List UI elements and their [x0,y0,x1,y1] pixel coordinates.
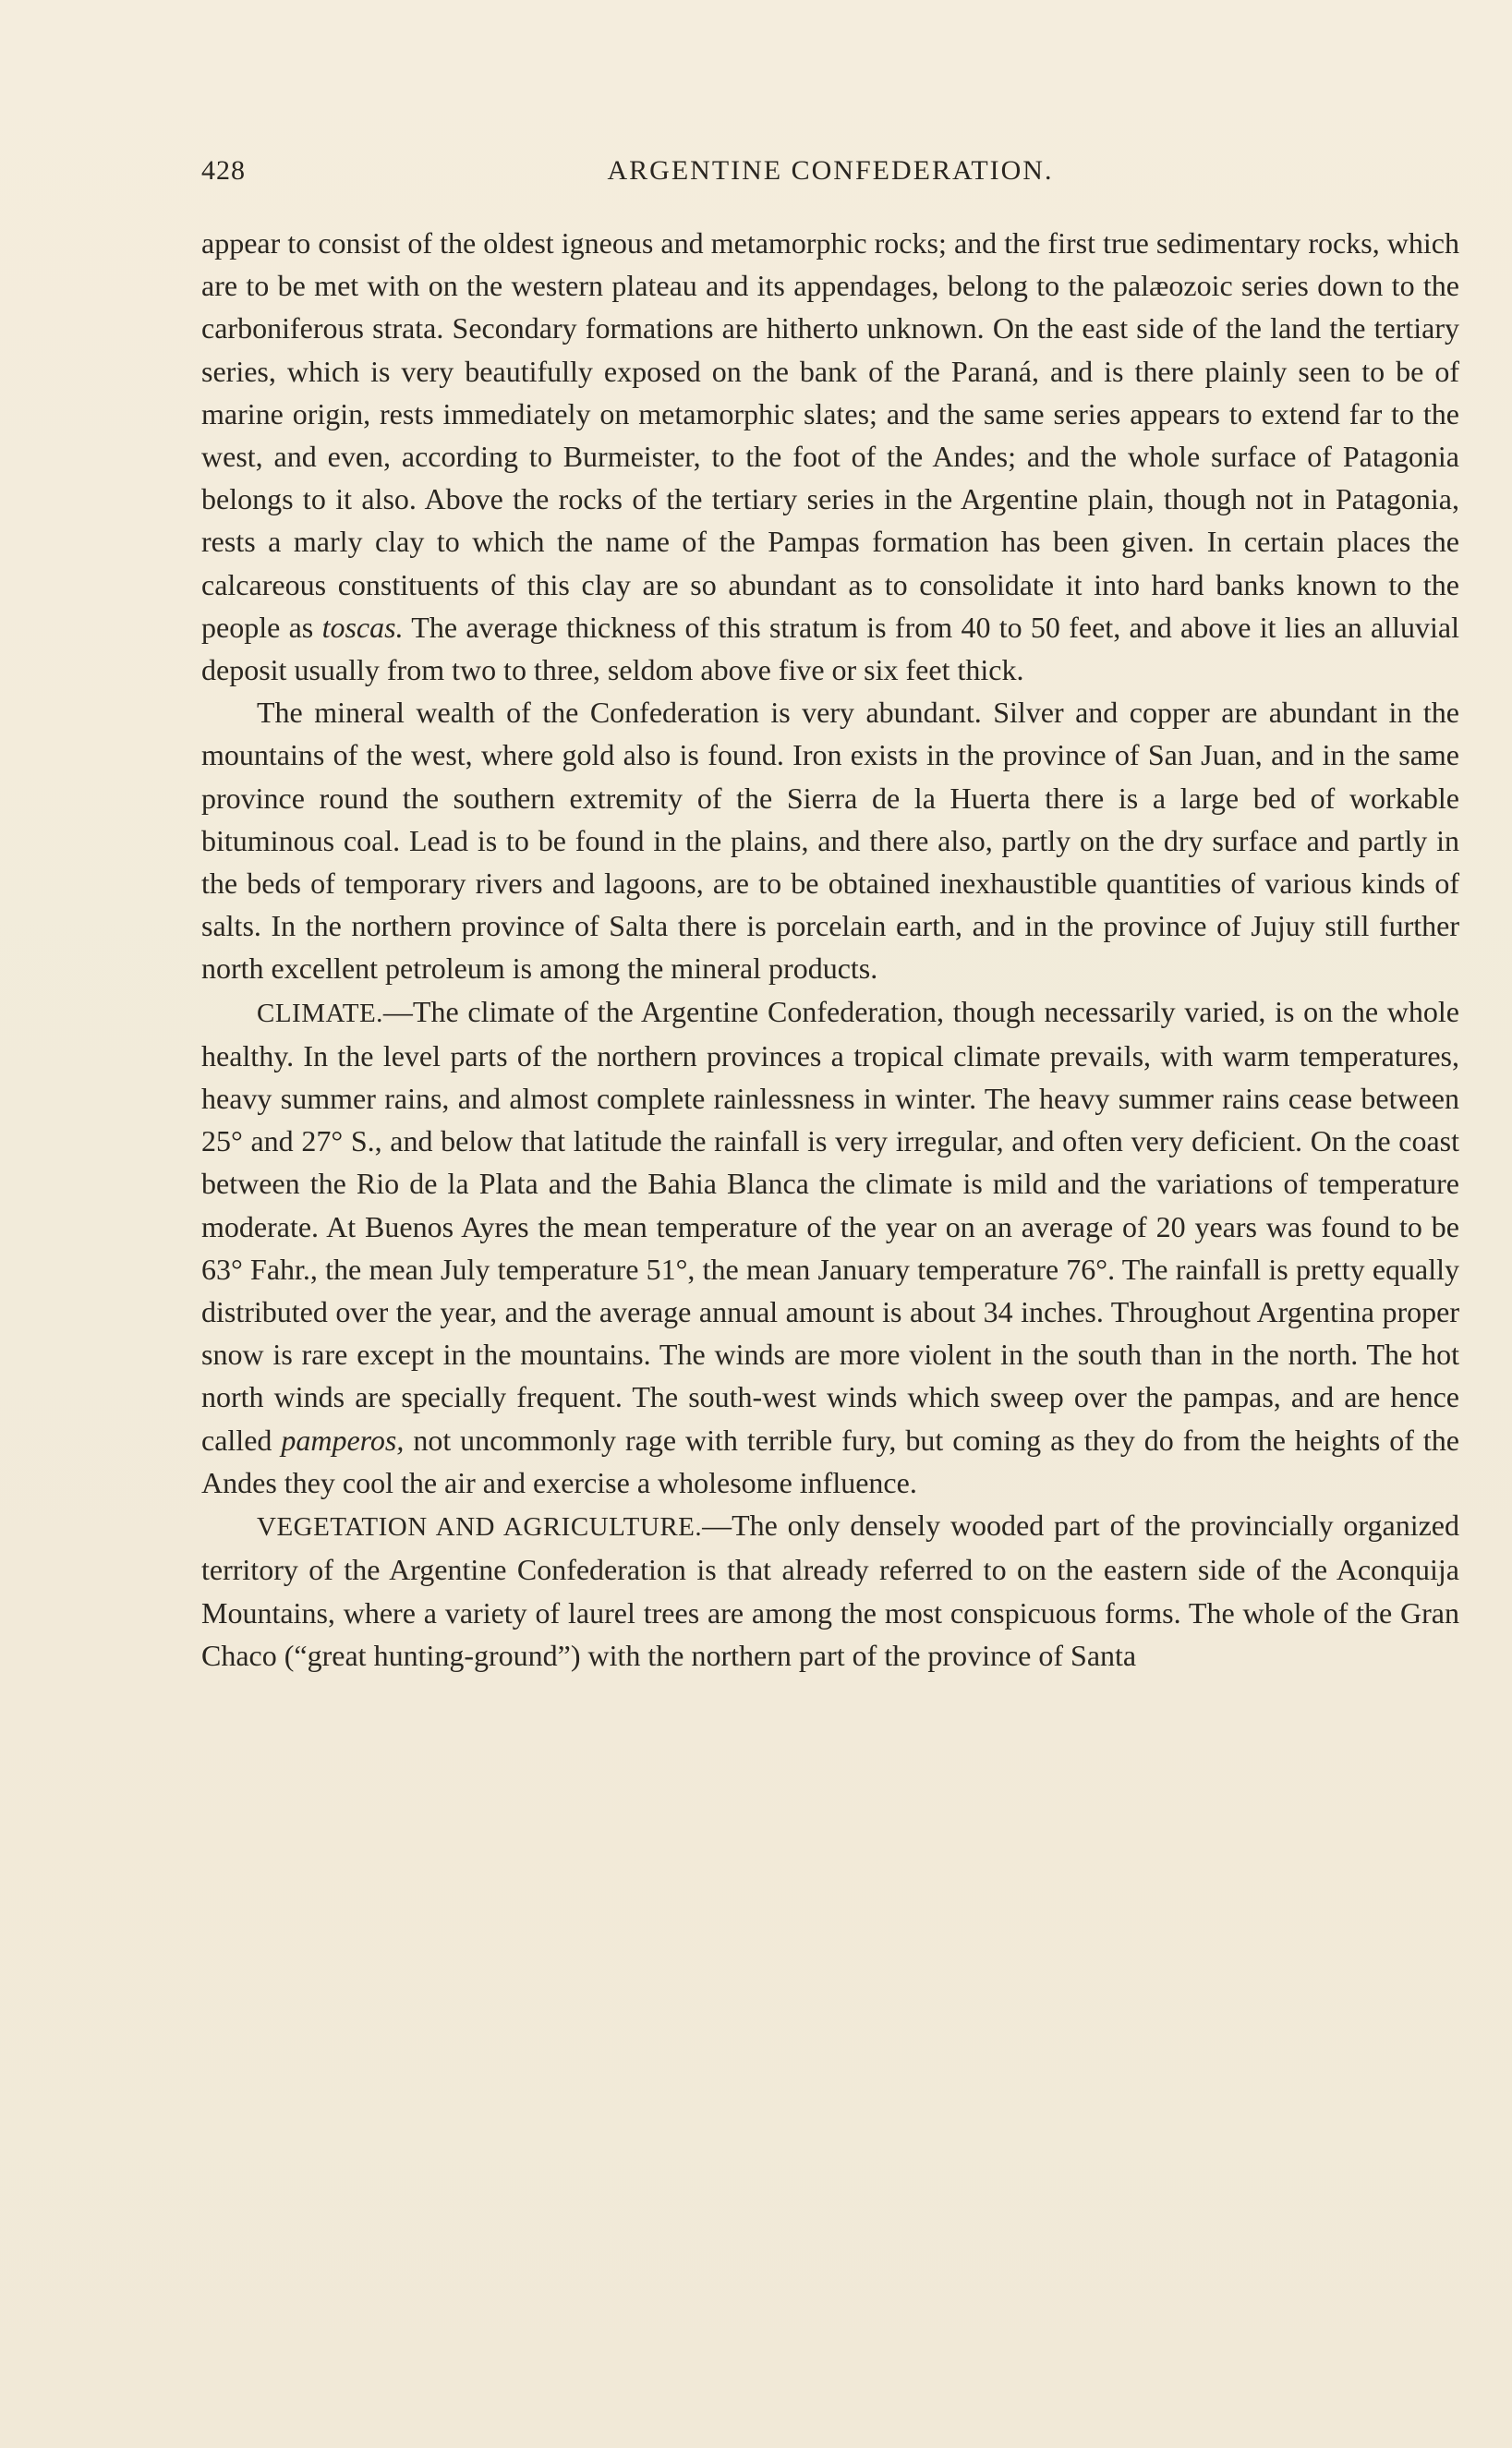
section-heading-vegetation: VEGETATION AND AGRICULTURE. [257,1512,703,1543]
paragraph-geology [201,222,1459,691]
paragraph-vegetation [201,1504,1459,1677]
italic-term: pamperos, [281,1423,405,1457]
paragraph-climate [201,990,1459,1504]
running-head: ARGENTINE CONFEDERATION. [607,155,1054,186]
page-number: 428 [201,155,246,186]
paragraph-text: The mineral wealth of the Confederation is very abundant. Silver and copper are abundant in the mountains of the west, where gold also is found. Iron exists in the province of San Juan, and in the same province round the southern extremity of the Sierra de la Huerta there is a large bed of workable bituminous coal. Lead is to be found in the plains, and there also, partly on the dry surface and partly in the beds of temporary rivers and lagoons, are to be obtained inexhaustible quantities of various kinds of salts. In the northern province of Salta there is porcelain earth, and in the province of Jujuy still further north excellent petroleum is among the mineral products. [201,696,1459,986]
body-text [201,222,1459,1677]
section-heading-climate: CLIMATE. [257,998,383,1028]
page-header [201,155,1459,196]
paragraph-text: —The climate of the Argentine Confederation, though necessarily varied, is on the whole healthy. In the level parts of the northern provinces a tropical climate prevails, with warm temperatures, heavy summer rains, and almost complete rainlessness in winter. The heavy summer rains cease between 25° and 27° S., and below that latitude the rainfall is very irregular, and often very deficient. On the coast between the Rio de la Plata and the Bahia Blanca the climate is mild and the variations of temperature moderate. At Buenos Ayres the mean temperature of the year on an average of 20 years was found to be 63° Fahr., the mean July temperature 51°, the mean January temperature 76°. The rainfall is pretty equally distributed over the year, and the average annual amount is about 34 inches. Throughout Argentina proper snow is rare except in the mountains. The winds are more violent in the south than in the north. The hot north winds are specially frequent. The south-west winds which sweep over the pampas, and are hence called [201,994,1459,1457]
paragraph-text: appear to consist of the oldest igneous and metamorphic rocks; and the first true sedimentary rocks, which are to be met with on the western plateau and its appendages, belong to the palæozoic series down to the carboniferous strata. Secondary formations are hitherto unknown. On the east side of the land the tertiary series, which is very beautifully exposed on the bank of the Paraná, and is there plainly seen to be of marine origin, rests immediately on metamorphic slates; and the same series appears to extend far to the west, and even, according to Burmeister, to the foot of the Andes; and the whole surface of Patagonia belongs to it also. Above the rocks of the tertiary series in the Argentine plain, though not in Patagonia, rests a marly clay to which the name of the Pampas formation has been given. In certain places the calcareous constituents of this clay are so abundant as to consolidate it into hard banks known to the people as [201,226,1459,644]
paragraph-text: —The only densely wooded part of the provincially organized territory of the Argentine Confederation is that already referred to on the eastern side of the Aconquija Mountains, where a variety of laurel trees are among the most conspicuous forms. The whole of the Gran Chaco (“great hunting-ground”) with the northern part of the province of Santa [201,1509,1459,1672]
paragraph-text: The average thickness of this stratum is from 40 to 50 feet, and above it lies an alluvial deposit usually from two to three, seldom above five or six feet thick. [201,610,1460,687]
italic-term: toscas. [321,610,404,644]
paragraph-text: not uncommonly rage with terrible fury, but coming as they do from the heights of the Andes they cool the air and exercise a wholesome influence. [201,1423,1460,1499]
paragraph-mineral-wealth [201,691,1459,989]
